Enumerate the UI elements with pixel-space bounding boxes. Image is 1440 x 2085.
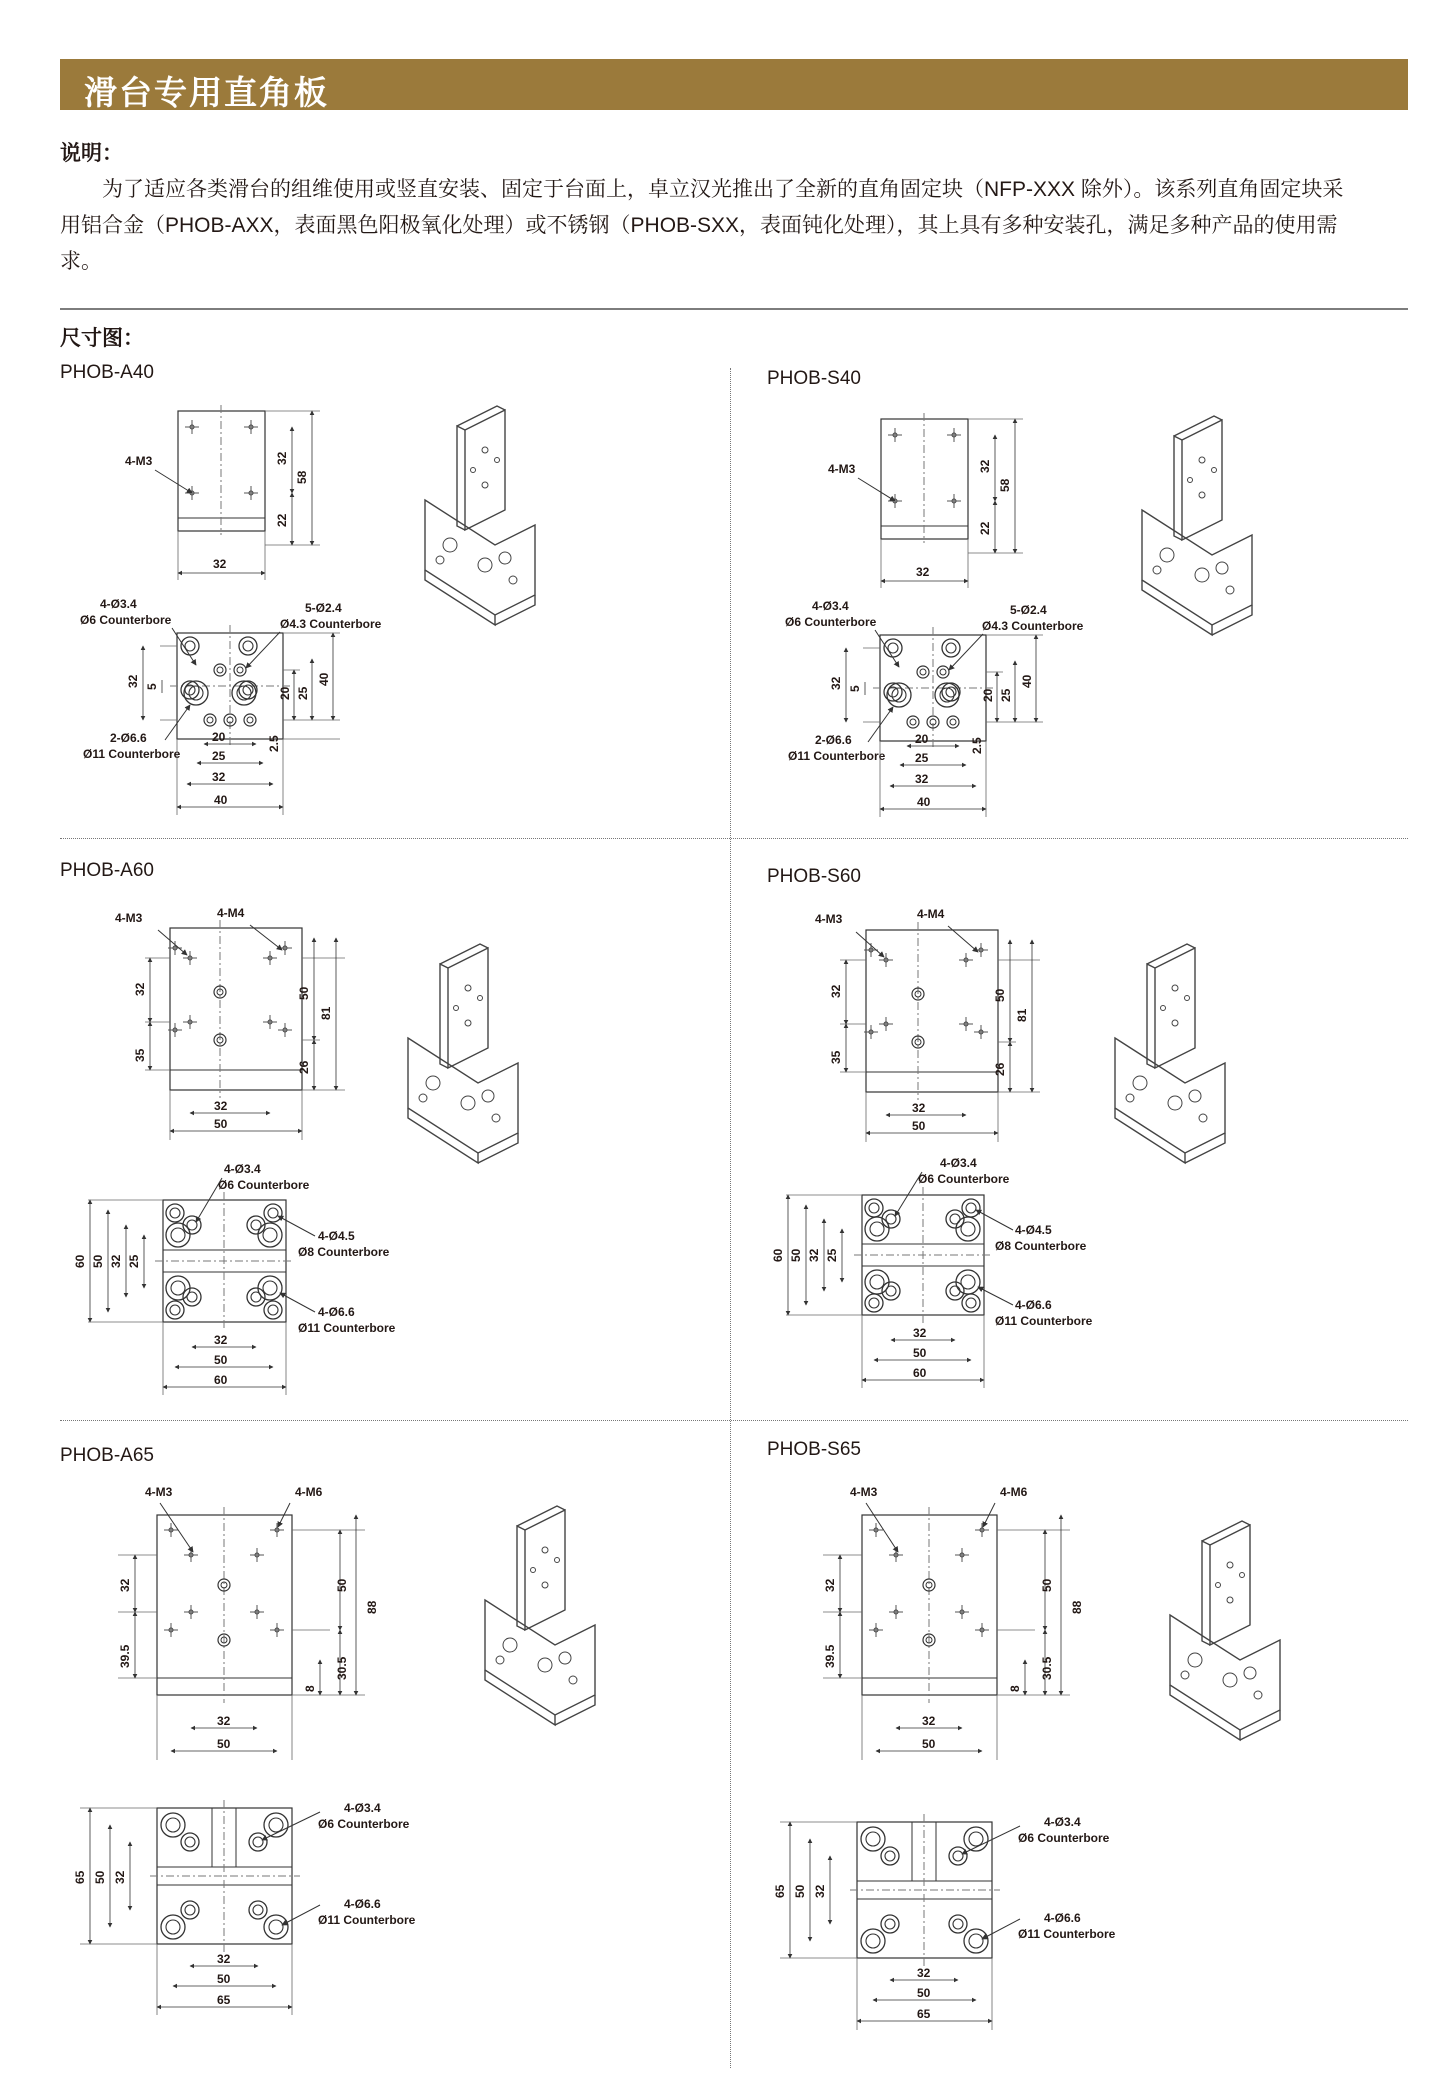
svg-text:65: 65 — [773, 1884, 787, 1898]
svg-text:20: 20 — [278, 686, 292, 700]
svg-text:25: 25 — [915, 751, 929, 765]
svg-text:4-M3: 4-M3 — [815, 912, 843, 926]
svg-text:5: 5 — [848, 685, 862, 692]
svg-text:4-M3: 4-M3 — [115, 911, 143, 925]
svg-text:30.5: 30.5 — [1040, 1656, 1054, 1680]
svg-text:4-Ø6.6: 4-Ø6.6 — [1015, 1298, 1052, 1312]
dimensions-label: 尺寸图： — [60, 327, 144, 350]
svg-text:22: 22 — [275, 513, 289, 527]
drawing-s65 — [773, 1485, 1280, 2030]
svg-text:25: 25 — [999, 688, 1013, 702]
svg-text:4-Ø3.4: 4-Ø3.4 — [100, 597, 137, 611]
svg-text:25: 25 — [825, 1248, 839, 1262]
svg-text:32: 32 — [212, 770, 226, 784]
svg-text:50: 50 — [297, 986, 311, 1000]
svg-text:Ø11 Counterbore: Ø11 Counterbore — [995, 1314, 1093, 1328]
svg-text:32: 32 — [113, 1870, 127, 1884]
svg-text:32: 32 — [118, 1578, 132, 1592]
svg-text:4-M3: 4-M3 — [828, 462, 856, 476]
svg-text:58: 58 — [998, 478, 1012, 492]
svg-text:50: 50 — [214, 1353, 228, 1367]
svg-text:32: 32 — [217, 1952, 231, 1966]
svg-text:2.5: 2.5 — [267, 735, 281, 752]
svg-text:88: 88 — [1070, 1600, 1084, 1614]
svg-text:50: 50 — [1040, 1578, 1054, 1592]
svg-text:4-M3: 4-M3 — [850, 1485, 878, 1499]
svg-text:58: 58 — [295, 470, 309, 484]
section-title: 滑台专用直角板 — [84, 74, 329, 111]
model-name-a65: PHOB-A65 — [60, 1445, 154, 1466]
svg-text:32: 32 — [214, 1333, 228, 1347]
svg-text:65: 65 — [917, 2007, 931, 2021]
svg-text:Ø8 Counterbore: Ø8 Counterbore — [298, 1245, 390, 1259]
svg-text:32: 32 — [829, 676, 843, 690]
model-name-s40: PHOB-S40 — [767, 368, 861, 389]
svg-text:4-Ø3.4: 4-Ø3.4 — [344, 1801, 381, 1815]
svg-text:50: 50 — [917, 1986, 931, 2000]
svg-text:4-Ø3.4: 4-Ø3.4 — [812, 599, 849, 613]
svg-text:32: 32 — [916, 565, 930, 579]
svg-text:4-M3: 4-M3 — [145, 1485, 173, 1499]
svg-text:5-Ø2.4: 5-Ø2.4 — [305, 601, 342, 615]
svg-text:4-M4: 4-M4 — [917, 907, 945, 921]
svg-text:2-Ø6.6: 2-Ø6.6 — [110, 731, 147, 745]
svg-text:4-Ø6.6: 4-Ø6.6 — [1044, 1911, 1081, 1925]
svg-text:4-M4: 4-M4 — [217, 906, 245, 920]
model-name-a40: PHOB-A40 — [60, 362, 154, 383]
svg-text:32: 32 — [823, 1578, 837, 1592]
svg-text:Ø6 Counterbore: Ø6 Counterbore — [1018, 1831, 1110, 1845]
svg-text:32: 32 — [807, 1248, 821, 1262]
svg-text:Ø6 Counterbore: Ø6 Counterbore — [218, 1178, 310, 1192]
svg-text:32: 32 — [275, 451, 289, 465]
svg-text:60: 60 — [913, 1366, 927, 1380]
svg-text:50: 50 — [214, 1117, 228, 1131]
svg-text:5: 5 — [145, 683, 159, 690]
svg-text:65: 65 — [73, 1870, 87, 1884]
svg-text:25: 25 — [127, 1254, 141, 1268]
model-name-s65: PHOB-S65 — [767, 1439, 861, 1460]
svg-text:25: 25 — [296, 686, 310, 700]
svg-text:32: 32 — [217, 1714, 231, 1728]
svg-text:Ø11 Counterbore: Ø11 Counterbore — [788, 749, 886, 763]
drawing-s40 — [785, 413, 1252, 817]
drawing-a60 — [73, 906, 518, 1395]
svg-text:Ø11 Counterbore: Ø11 Counterbore — [318, 1913, 416, 1927]
svg-text:4-M6: 4-M6 — [295, 1485, 323, 1499]
svg-text:39.5: 39.5 — [823, 1644, 837, 1668]
svg-text:81: 81 — [1015, 1008, 1029, 1022]
svg-text:Ø6 Counterbore: Ø6 Counterbore — [918, 1172, 1010, 1186]
svg-text:32: 32 — [922, 1714, 936, 1728]
svg-text:25: 25 — [212, 749, 226, 763]
svg-text:32: 32 — [915, 772, 929, 786]
svg-text:26: 26 — [993, 1062, 1007, 1076]
svg-text:8: 8 — [1008, 1685, 1022, 1692]
svg-text:60: 60 — [214, 1373, 228, 1387]
svg-text:4-Ø4.5: 4-Ø4.5 — [318, 1229, 355, 1243]
svg-text:50: 50 — [91, 1254, 105, 1268]
svg-text:4-Ø3.4: 4-Ø3.4 — [940, 1156, 977, 1170]
svg-text:50: 50 — [789, 1248, 803, 1262]
description-text: 为了适应各类滑台的组维使用或竖直安装、固定于台面上，卓立汉光推出了全新的直角固定块（NFP-XXX 除外）。该系列直角固定块采用铝合金（PHOB-AXX，表面黑色阳极氧化处理）或不锈钢（PHOB-SXX，表面钝化处理），其上具有多种安装孔，满足多种产品的使用需求。 — [60, 178, 1344, 273]
svg-text:Ø4.3 Counterbore: Ø4.3 Counterbore — [280, 617, 382, 631]
svg-text:39.5: 39.5 — [118, 1644, 132, 1668]
svg-text:40: 40 — [1020, 674, 1034, 688]
svg-text:4-Ø3.4: 4-Ø3.4 — [224, 1162, 261, 1176]
svg-text:4-Ø6.6: 4-Ø6.6 — [344, 1897, 381, 1911]
svg-text:Ø11 Counterbore: Ø11 Counterbore — [1018, 1927, 1116, 1941]
svg-text:Ø6 Counterbore: Ø6 Counterbore — [785, 615, 877, 629]
svg-text:50: 50 — [993, 988, 1007, 1002]
svg-text:35: 35 — [829, 1050, 843, 1064]
svg-text:Ø11 Counterbore: Ø11 Counterbore — [83, 747, 181, 761]
svg-text:Ø11 Counterbore: Ø11 Counterbore — [298, 1321, 396, 1335]
drawing-s60 — [771, 907, 1225, 1388]
svg-text:8: 8 — [303, 1685, 317, 1692]
svg-text:32: 32 — [213, 557, 227, 571]
svg-text:20: 20 — [915, 732, 929, 746]
svg-text:4-M6: 4-M6 — [1000, 1485, 1028, 1499]
svg-text:22: 22 — [978, 521, 992, 535]
svg-text:50: 50 — [217, 1737, 231, 1751]
model-name-a60: PHOB-A60 — [60, 860, 154, 881]
svg-text:20: 20 — [981, 688, 995, 702]
svg-text:50: 50 — [793, 1884, 807, 1898]
svg-text:40: 40 — [917, 795, 931, 809]
svg-text:40: 40 — [214, 793, 228, 807]
svg-text:4-Ø4.5: 4-Ø4.5 — [1015, 1223, 1052, 1237]
svg-text:Ø6 Counterbore: Ø6 Counterbore — [318, 1817, 410, 1831]
svg-text:2.5: 2.5 — [970, 737, 984, 754]
svg-text:30.5: 30.5 — [335, 1656, 349, 1680]
svg-text:32: 32 — [109, 1254, 123, 1268]
svg-text:32: 32 — [126, 674, 140, 688]
svg-text:65: 65 — [217, 1993, 231, 2007]
svg-text:Ø8 Counterbore: Ø8 Counterbore — [995, 1239, 1087, 1253]
svg-text:60: 60 — [73, 1254, 87, 1268]
svg-text:50: 50 — [913, 1346, 927, 1360]
model-name-s60: PHOB-S60 — [767, 866, 861, 887]
svg-text:32: 32 — [829, 984, 843, 998]
svg-text:40: 40 — [317, 672, 331, 686]
description-label: 说明： — [60, 142, 123, 165]
svg-text:5-Ø2.4: 5-Ø2.4 — [1010, 603, 1047, 617]
svg-text:Ø4.3 Counterbore: Ø4.3 Counterbore — [982, 619, 1084, 633]
svg-text:50: 50 — [335, 1578, 349, 1592]
svg-text:20: 20 — [212, 730, 226, 744]
svg-text:4-Ø6.6: 4-Ø6.6 — [318, 1305, 355, 1319]
svg-text:50: 50 — [93, 1870, 107, 1884]
svg-text:35: 35 — [133, 1048, 147, 1062]
svg-text:50: 50 — [922, 1737, 936, 1751]
svg-text:4-Ø3.4: 4-Ø3.4 — [1044, 1815, 1081, 1829]
drawing-a40 — [80, 405, 535, 815]
drawing-a65 — [73, 1485, 595, 2015]
svg-text:2-Ø6.6: 2-Ø6.6 — [815, 733, 852, 747]
svg-text:81: 81 — [319, 1006, 333, 1020]
svg-text:32: 32 — [214, 1099, 228, 1113]
svg-text:60: 60 — [771, 1248, 785, 1262]
svg-text:50: 50 — [217, 1972, 231, 1986]
svg-text:32: 32 — [913, 1326, 927, 1340]
svg-text:Ø6 Counterbore: Ø6 Counterbore — [80, 613, 172, 627]
svg-text:32: 32 — [133, 982, 147, 996]
svg-text:32: 32 — [813, 1884, 827, 1898]
svg-text:26: 26 — [297, 1060, 311, 1074]
a40-thread-label: 4-M3 — [125, 454, 153, 468]
svg-text:32: 32 — [912, 1101, 926, 1115]
svg-text:32: 32 — [978, 459, 992, 473]
svg-text:32: 32 — [917, 1966, 931, 1980]
svg-text:50: 50 — [912, 1119, 926, 1133]
svg-text:88: 88 — [365, 1600, 379, 1614]
